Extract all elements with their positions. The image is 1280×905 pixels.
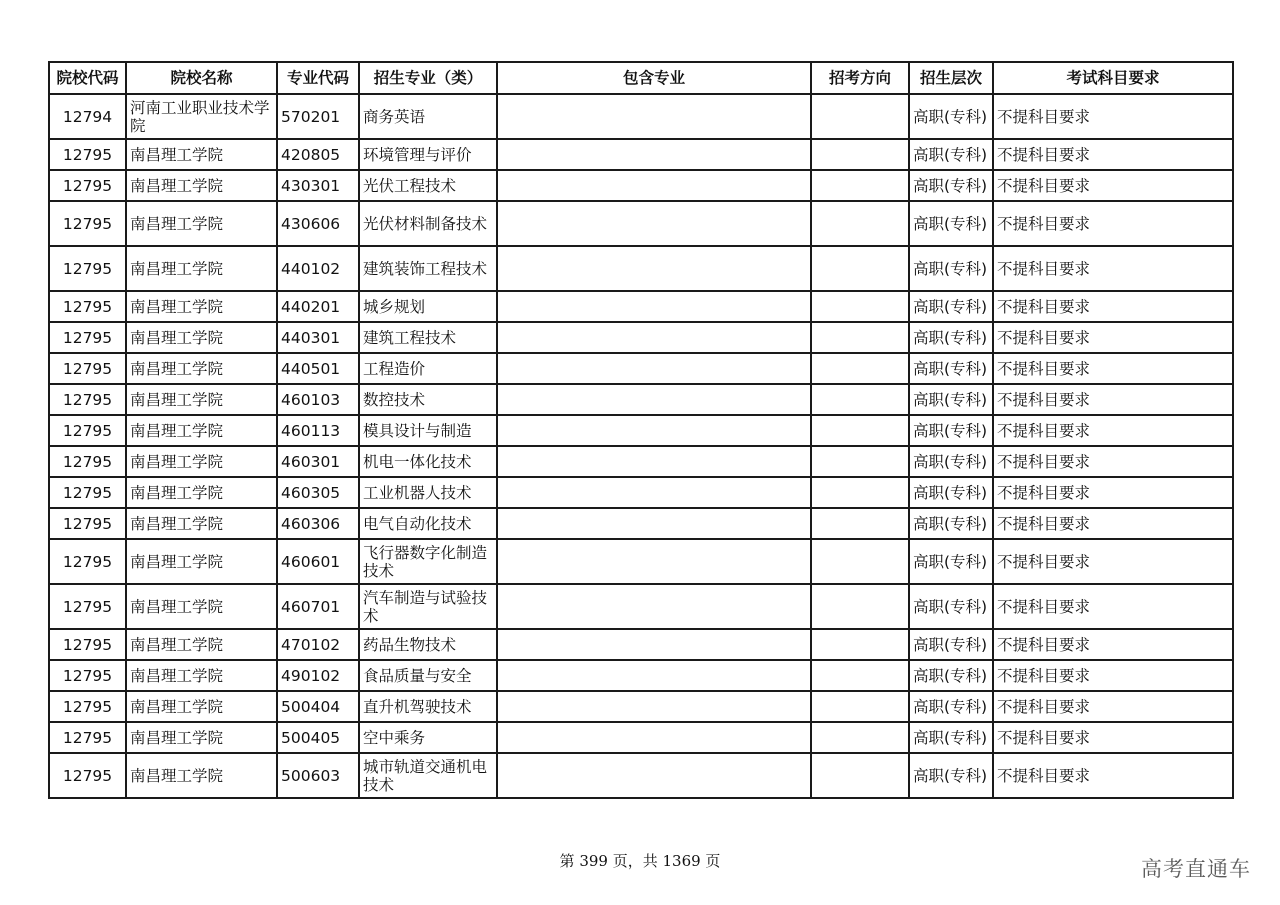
header-major: 招生专业（类） (359, 62, 497, 94)
header-school-code: 院校代码 (49, 62, 126, 94)
cell-level: 高职(专科) (909, 322, 993, 353)
cell-included-majors (497, 539, 811, 584)
cell-major-code: 460306 (277, 508, 359, 539)
cell-major-code: 460113 (277, 415, 359, 446)
cell-school-name: 河南工业职业技术学院 (126, 94, 277, 139)
table-row (49, 508, 1233, 539)
cell-school-name: 南昌理工学院 (126, 139, 277, 170)
cell-school-name: 南昌理工学院 (126, 322, 277, 353)
cell-requirement: 不提科目要求 (993, 629, 1233, 660)
cell-included-majors (497, 322, 811, 353)
cell-school-code: 12794 (49, 94, 126, 139)
table-row (49, 246, 1233, 291)
table-row (49, 539, 1233, 584)
table-row (49, 139, 1233, 170)
cell-level: 高职(专科) (909, 415, 993, 446)
cell-requirement: 不提科目要求 (993, 246, 1233, 291)
cell-school-name: 南昌理工学院 (126, 353, 277, 384)
cell-included-majors (497, 629, 811, 660)
cell-major: 工程造价 (359, 353, 497, 384)
cell-direction (811, 584, 909, 629)
cell-school-name: 南昌理工学院 (126, 629, 277, 660)
cell-major-code: 570201 (277, 94, 359, 139)
cell-major: 模具设计与制造 (359, 415, 497, 446)
table-row (49, 477, 1233, 508)
cell-major: 建筑装饰工程技术 (359, 246, 497, 291)
cell-major: 光伏工程技术 (359, 170, 497, 201)
cell-requirement: 不提科目要求 (993, 322, 1233, 353)
cell-school-name: 南昌理工学院 (126, 291, 277, 322)
cell-major-code: 460103 (277, 384, 359, 415)
cell-direction (811, 539, 909, 584)
cell-school-code: 12795 (49, 201, 126, 246)
cell-major: 机电一体化技术 (359, 446, 497, 477)
cell-level: 高职(专科) (909, 477, 993, 508)
cell-school-name: 南昌理工学院 (126, 584, 277, 629)
cell-school-code: 12795 (49, 508, 126, 539)
cell-school-code: 12795 (49, 584, 126, 629)
cell-school-code: 12795 (49, 477, 126, 508)
cell-included-majors (497, 170, 811, 201)
cell-school-code: 12795 (49, 322, 126, 353)
cell-major-code: 460601 (277, 539, 359, 584)
cell-school-name: 南昌理工学院 (126, 446, 277, 477)
cell-major-code: 440501 (277, 353, 359, 384)
cell-major: 光伏材料制备技术 (359, 201, 497, 246)
cell-level: 高职(专科) (909, 384, 993, 415)
table-row (49, 753, 1233, 798)
cell-requirement: 不提科目要求 (993, 691, 1233, 722)
cell-level: 高职(专科) (909, 139, 993, 170)
cell-included-majors (497, 691, 811, 722)
cell-included-majors (497, 139, 811, 170)
cell-level: 高职(专科) (909, 539, 993, 584)
cell-level: 高职(专科) (909, 629, 993, 660)
cell-included-majors (497, 415, 811, 446)
cell-level: 高职(专科) (909, 691, 993, 722)
cell-school-name: 南昌理工学院 (126, 539, 277, 584)
cell-school-code: 12795 (49, 139, 126, 170)
table-row (49, 660, 1233, 691)
cell-requirement: 不提科目要求 (993, 94, 1233, 139)
cell-school-name: 南昌理工学院 (126, 170, 277, 201)
cell-included-majors (497, 446, 811, 477)
cell-school-name: 南昌理工学院 (126, 415, 277, 446)
watermark-text: 高考直通车 (1141, 857, 1251, 881)
cell-included-majors (497, 246, 811, 291)
cell-major: 城市轨道交通机电技术 (359, 753, 497, 798)
cell-major-code: 460305 (277, 477, 359, 508)
table-row (49, 170, 1233, 201)
cell-requirement: 不提科目要求 (993, 170, 1233, 201)
cell-school-code: 12795 (49, 415, 126, 446)
cell-major-code: 440301 (277, 322, 359, 353)
cell-requirement: 不提科目要求 (993, 539, 1233, 584)
cell-direction (811, 508, 909, 539)
cell-school-code: 12795 (49, 629, 126, 660)
cell-requirement: 不提科目要求 (993, 753, 1233, 798)
cell-major: 食品质量与安全 (359, 660, 497, 691)
cell-school-code: 12795 (49, 291, 126, 322)
cell-major-code: 440201 (277, 291, 359, 322)
cell-included-majors (497, 291, 811, 322)
cell-major: 工业机器人技术 (359, 477, 497, 508)
cell-school-code: 12795 (49, 660, 126, 691)
cell-school-name: 南昌理工学院 (126, 753, 277, 798)
table-row (49, 353, 1233, 384)
cell-direction (811, 629, 909, 660)
cell-major: 城乡规划 (359, 291, 497, 322)
table-row (49, 691, 1233, 722)
cell-direction (811, 139, 909, 170)
table-row (49, 629, 1233, 660)
cell-level: 高职(专科) (909, 446, 993, 477)
cell-level: 高职(专科) (909, 246, 993, 291)
cell-direction (811, 660, 909, 691)
cell-level: 高职(专科) (909, 753, 993, 798)
cell-level: 高职(专科) (909, 353, 993, 384)
cell-direction (811, 753, 909, 798)
cell-major: 直升机驾驶技术 (359, 691, 497, 722)
table-row (49, 291, 1233, 322)
cell-school-name: 南昌理工学院 (126, 477, 277, 508)
cell-included-majors (497, 753, 811, 798)
cell-direction (811, 322, 909, 353)
cell-requirement: 不提科目要求 (993, 508, 1233, 539)
cell-requirement: 不提科目要求 (993, 446, 1233, 477)
cell-school-name: 南昌理工学院 (126, 384, 277, 415)
cell-major-code: 430301 (277, 170, 359, 201)
cell-major: 环境管理与评价 (359, 139, 497, 170)
cell-direction (811, 94, 909, 139)
table-row (49, 201, 1233, 246)
cell-school-code: 12795 (49, 722, 126, 753)
cell-requirement: 不提科目要求 (993, 477, 1233, 508)
cell-included-majors (497, 477, 811, 508)
cell-level: 高职(专科) (909, 291, 993, 322)
cell-direction (811, 353, 909, 384)
header-school-name: 院校名称 (126, 62, 277, 94)
header-included-majors: 包含专业 (497, 62, 811, 94)
cell-major: 建筑工程技术 (359, 322, 497, 353)
cell-level: 高职(专科) (909, 508, 993, 539)
cell-level: 高职(专科) (909, 722, 993, 753)
cell-requirement: 不提科目要求 (993, 139, 1233, 170)
table-row (49, 94, 1233, 139)
cell-included-majors (497, 384, 811, 415)
cell-direction (811, 446, 909, 477)
cell-included-majors (497, 508, 811, 539)
table-row (49, 446, 1233, 477)
cell-major-code: 500603 (277, 753, 359, 798)
cell-major: 空中乘务 (359, 722, 497, 753)
cell-level: 高职(专科) (909, 94, 993, 139)
cell-major: 数控技术 (359, 384, 497, 415)
cell-major-code: 460301 (277, 446, 359, 477)
cell-school-code: 12795 (49, 446, 126, 477)
header-requirement: 考试科目要求 (993, 62, 1233, 94)
cell-requirement: 不提科目要求 (993, 584, 1233, 629)
cell-direction (811, 691, 909, 722)
cell-school-name: 南昌理工学院 (126, 508, 277, 539)
table-body (49, 94, 1233, 798)
admissions-table (48, 61, 1234, 799)
cell-requirement: 不提科目要求 (993, 722, 1233, 753)
cell-major: 飞行器数字化制造技术 (359, 539, 497, 584)
cell-major-code: 500405 (277, 722, 359, 753)
cell-school-code: 12795 (49, 539, 126, 584)
cell-major-code: 430606 (277, 201, 359, 246)
cell-level: 高职(专科) (909, 660, 993, 691)
cell-major-code: 470102 (277, 629, 359, 660)
cell-major: 商务英语 (359, 94, 497, 139)
header-major-code: 专业代码 (277, 62, 359, 94)
cell-direction (811, 201, 909, 246)
table-row (49, 415, 1233, 446)
table-row (49, 584, 1233, 629)
cell-school-name: 南昌理工学院 (126, 722, 277, 753)
cell-direction (811, 415, 909, 446)
cell-included-majors (497, 722, 811, 753)
cell-major: 电气自动化技术 (359, 508, 497, 539)
cell-major-code: 420805 (277, 139, 359, 170)
cell-major: 药品生物技术 (359, 629, 497, 660)
cell-school-code: 12795 (49, 384, 126, 415)
cell-requirement: 不提科目要求 (993, 384, 1233, 415)
cell-school-code: 12795 (49, 246, 126, 291)
cell-school-code: 12795 (49, 353, 126, 384)
cell-requirement: 不提科目要求 (993, 201, 1233, 246)
cell-major-code: 490102 (277, 660, 359, 691)
cell-school-name: 南昌理工学院 (126, 691, 277, 722)
cell-level: 高职(专科) (909, 170, 993, 201)
cell-included-majors (497, 201, 811, 246)
header-direction: 招考方向 (811, 62, 909, 94)
cell-included-majors (497, 353, 811, 384)
cell-direction (811, 477, 909, 508)
cell-requirement: 不提科目要求 (993, 291, 1233, 322)
cell-direction (811, 246, 909, 291)
cell-direction (811, 384, 909, 415)
table-row (49, 722, 1233, 753)
cell-direction (811, 291, 909, 322)
cell-school-code: 12795 (49, 753, 126, 798)
cell-requirement: 不提科目要求 (993, 660, 1233, 691)
cell-school-name: 南昌理工学院 (126, 246, 277, 291)
cell-included-majors (497, 584, 811, 629)
cell-requirement: 不提科目要求 (993, 353, 1233, 384)
cell-requirement: 不提科目要求 (993, 415, 1233, 446)
cell-level: 高职(专科) (909, 584, 993, 629)
table-header-row (49, 62, 1233, 94)
cell-major-code: 460701 (277, 584, 359, 629)
table-row (49, 384, 1233, 415)
cell-school-name: 南昌理工学院 (126, 660, 277, 691)
header-level: 招生层次 (909, 62, 993, 94)
page-number: 第 399 页，共 1369 页 (559, 852, 721, 870)
cell-level: 高职(专科) (909, 201, 993, 246)
cell-major-code: 440102 (277, 246, 359, 291)
cell-included-majors (497, 660, 811, 691)
cell-school-code: 12795 (49, 691, 126, 722)
cell-direction (811, 170, 909, 201)
cell-included-majors (497, 94, 811, 139)
table-row (49, 322, 1233, 353)
cell-direction (811, 722, 909, 753)
cell-major: 汽车制造与试验技术 (359, 584, 497, 629)
cell-school-name: 南昌理工学院 (126, 201, 277, 246)
cell-major-code: 500404 (277, 691, 359, 722)
cell-school-code: 12795 (49, 170, 126, 201)
